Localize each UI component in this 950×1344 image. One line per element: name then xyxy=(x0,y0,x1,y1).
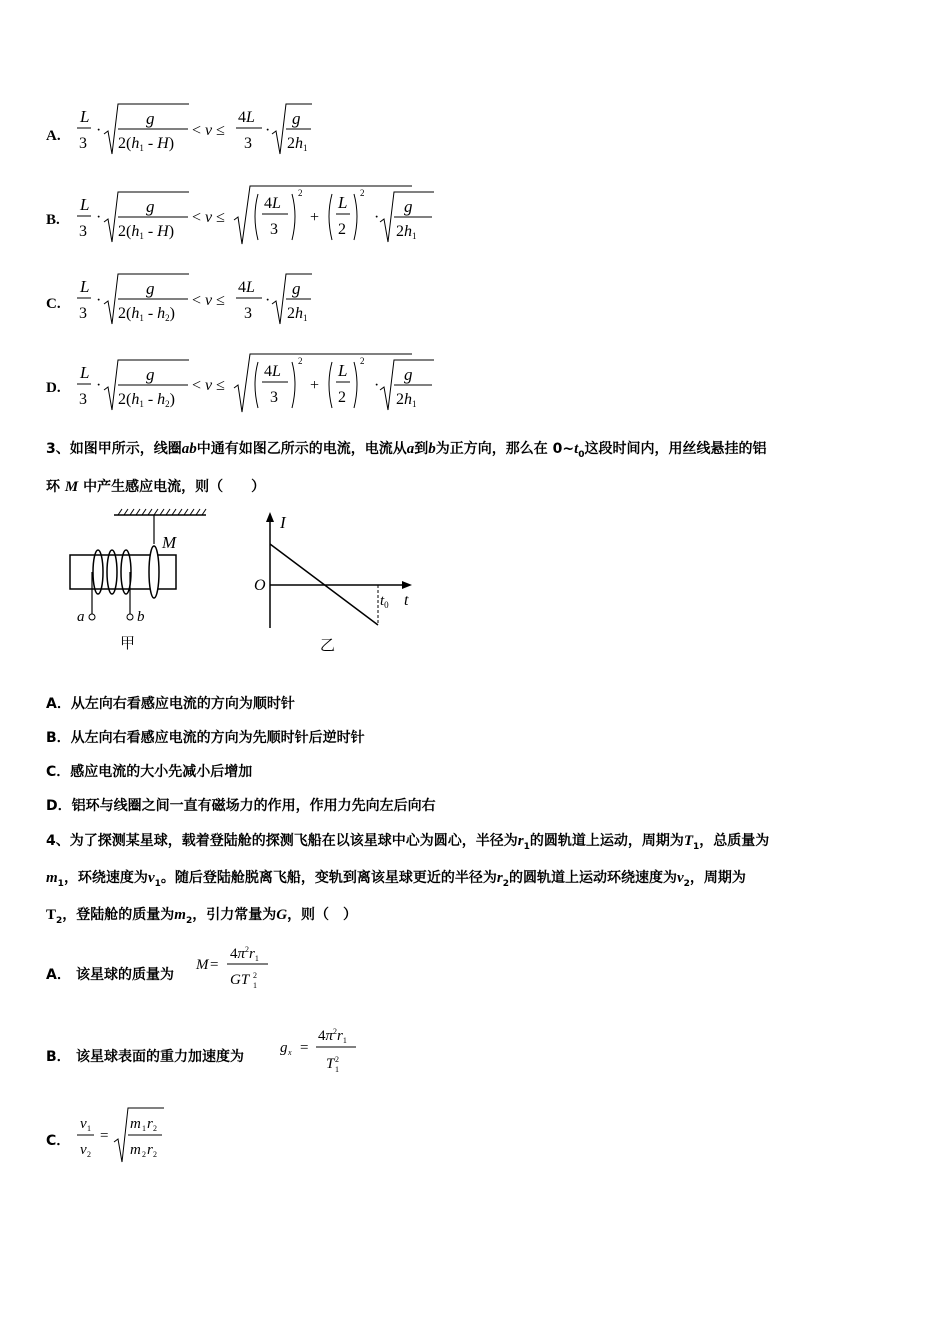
q3-stem-line1: 3、如图甲所示，线圈ab中通有如图乙所示的电流，电流从a到b为正方向，那么在 $0\sim t_0$这段时间内，用丝线悬挂的铝 xyxy=(46,441,767,460)
svg-text:+: + xyxy=(310,377,320,394)
svg-text:L: L xyxy=(80,277,90,296)
svg-text:1: 1 xyxy=(253,981,257,990)
option-label: C. xyxy=(46,296,61,312)
option-text: 铝环与线圈之间一直有磁场力的作用，作用力先向左后向右 xyxy=(71,798,436,814)
svg-text:< v ≤: < v ≤ xyxy=(192,292,225,309)
svg-text:4π2r1: $4\pi^2r_1$ xyxy=(230,945,259,963)
svg-text:1: 1 xyxy=(142,1124,146,1133)
svg-text:2: 2 xyxy=(338,389,346,406)
label-b: b xyxy=(137,609,145,625)
svg-text:2: 2 xyxy=(335,1055,339,1064)
svg-text:·: · xyxy=(96,122,102,139)
q3-option-b[interactable] xyxy=(46,727,365,747)
svg-text:·: · xyxy=(374,209,380,226)
q4-option-c-formula xyxy=(74,1104,224,1168)
svg-text:2: 2 xyxy=(153,1124,157,1133)
option-label: B. xyxy=(46,212,60,228)
svg-text:4L: 4L xyxy=(238,109,255,126)
svg-text:4L: 4L xyxy=(238,279,255,296)
svg-text:L: L xyxy=(80,363,90,382)
svg-text:L: L xyxy=(338,361,348,380)
aluminum-ring xyxy=(149,546,159,598)
svg-text:3: 3 xyxy=(244,135,252,152)
q3-figure-yi xyxy=(248,508,428,658)
q3-option-c[interactable] xyxy=(46,761,252,781)
svg-text:3: 3 xyxy=(244,305,252,322)
option-text: 从左向右看感应电流的方向为顺时针 xyxy=(70,696,295,712)
svg-text:2h1: 2h1 xyxy=(396,223,417,241)
q4-stem-line1: 4、为了探测某星球，载着登陆舱的探测飞船在以该星球中心为圆心，半径为$r_1$的圆轨道上运动，周期为$T_1$，总质量为 xyxy=(46,833,770,852)
svg-text:g: g xyxy=(146,279,155,298)
svg-text:2h1: 2h1 xyxy=(287,305,308,323)
svg-text:·: · xyxy=(96,377,102,394)
svg-text:2: 2 xyxy=(87,1150,91,1159)
svg-text:g: g xyxy=(404,197,413,216)
svg-text:=: = xyxy=(100,1128,109,1144)
svg-text:GT: GT xyxy=(230,972,250,988)
option-text: 该星球表面的重力加速度为 xyxy=(76,1049,244,1065)
svg-text:2(h1 - H): 2(h1 - H) xyxy=(118,223,175,241)
option-text: 从左向右看感应电流的方向为先顺时针后逆时针 xyxy=(70,730,365,746)
svg-text:2h1: 2h1 xyxy=(287,135,308,153)
svg-text:·: · xyxy=(265,292,271,309)
svg-text:2: 2 xyxy=(142,1150,146,1159)
label-a: a xyxy=(77,609,85,625)
option-text: 感应电流的大小先减小后增加 xyxy=(70,764,253,780)
svg-text:3: 3 xyxy=(79,135,87,152)
svg-text:3: 3 xyxy=(270,389,278,406)
label-I: I xyxy=(280,513,286,532)
svg-text:g: g xyxy=(292,279,301,298)
svg-text:4L: 4L xyxy=(264,363,281,380)
svg-text:2(h1 - h2): 2(h1 - h2) xyxy=(118,391,175,409)
caption-yi: 乙 xyxy=(320,638,336,654)
svg-text:·: · xyxy=(265,122,271,139)
svg-text:2h1: 2h1 xyxy=(396,391,417,409)
svg-text:g: g xyxy=(146,109,155,128)
svg-text:+: + xyxy=(310,209,320,226)
q4-stem-line3: $T_2$，登陆舱的质量为$m_2$，引力常量为G，则（ ） xyxy=(46,907,358,926)
svg-text:3: 3 xyxy=(270,221,278,238)
svg-text:L: L xyxy=(80,107,90,126)
svg-text:T: T xyxy=(326,1056,335,1072)
svg-text:2: 2 xyxy=(360,188,365,198)
terminal-b xyxy=(127,614,133,620)
q3-option-d[interactable] xyxy=(46,795,436,815)
q3-option-a[interactable] xyxy=(46,693,295,713)
option-label: D． xyxy=(46,798,72,814)
option-label: C． xyxy=(46,764,71,780)
t-axis-arrow xyxy=(402,581,412,589)
svg-text:2: 2 xyxy=(360,356,365,366)
ceiling-hatch xyxy=(118,509,206,515)
option-label: A. xyxy=(46,128,61,144)
svg-text:2: 2 xyxy=(338,221,346,238)
caption-jia: 甲 xyxy=(120,636,136,652)
svg-text:3: 3 xyxy=(79,223,87,240)
q2-option-d-formula xyxy=(74,352,464,418)
svg-text:g: g xyxy=(146,365,155,384)
label-t: t xyxy=(404,592,409,609)
svg-text:1: 1 xyxy=(335,1065,339,1074)
svg-text:3: 3 xyxy=(79,305,87,322)
option-label: B． xyxy=(46,1049,71,1065)
svg-text:2: 2 xyxy=(253,971,257,980)
svg-text:2: 2 xyxy=(298,188,303,198)
option-label: D. xyxy=(46,380,61,396)
svg-text:r: r xyxy=(147,1116,153,1132)
svg-text:M: M xyxy=(196,957,209,973)
svg-text:·: · xyxy=(374,377,380,394)
svg-text:g: g xyxy=(280,1040,288,1056)
q3-figure-jia xyxy=(62,506,222,656)
svg-text:2(h1 - H): 2(h1 - H) xyxy=(118,135,175,153)
svg-text:x: x xyxy=(288,1048,292,1057)
svg-text:L: L xyxy=(80,195,90,214)
label-t0: $t_0$ xyxy=(380,593,389,610)
svg-text:r: r xyxy=(147,1142,153,1158)
q4-stem-line2: $m_1$，环绕速度为$v_1$。随后登陆舱脱离飞船，变轨到离该星球更近的半径为$r_2$的圆轨道上运动环绕速度为$v_2$，周期为 xyxy=(46,870,746,889)
svg-text:2: 2 xyxy=(153,1150,157,1159)
svg-text:·: · xyxy=(96,209,102,226)
svg-text:3: 3 xyxy=(79,391,87,408)
terminal-a xyxy=(89,614,95,620)
coil xyxy=(93,550,131,594)
svg-text:v: v xyxy=(80,1142,87,1158)
svg-text:g: g xyxy=(146,197,155,216)
q3-stem-line2: 环 M 中产生感应电流，则（ ） xyxy=(46,479,266,495)
svg-text:g: g xyxy=(292,109,301,128)
option-label: A． xyxy=(46,967,71,983)
q2-option-c-formula xyxy=(74,270,364,332)
svg-text:=: = xyxy=(210,957,219,973)
svg-text:2(h1 - h2): 2(h1 - h2) xyxy=(118,305,175,323)
svg-text:=: = xyxy=(300,1040,309,1056)
option-label: A． xyxy=(46,696,71,712)
svg-text:< v ≤: < v ≤ xyxy=(192,209,225,226)
i-axis-arrow xyxy=(266,512,274,522)
option-text: 该星球的质量为 xyxy=(76,967,174,983)
svg-text:g: g xyxy=(404,365,413,384)
svg-text:·: · xyxy=(96,292,102,309)
q2-option-b-formula xyxy=(74,184,464,250)
label-O: O xyxy=(254,577,266,594)
option-label: B． xyxy=(46,730,71,746)
label-M: M xyxy=(162,533,177,552)
svg-text:v: v xyxy=(80,1116,87,1132)
svg-text:4π2r1: $4\pi^2r_1$ xyxy=(318,1027,347,1045)
svg-text:4L: 4L xyxy=(264,195,281,212)
svg-text:2: 2 xyxy=(298,356,303,366)
svg-text:L: L xyxy=(338,193,348,212)
q4-option-a-formula xyxy=(194,938,294,992)
svg-text:< v ≤: < v ≤ xyxy=(192,377,225,394)
svg-text:m: m xyxy=(130,1142,141,1158)
q4-option-b-formula xyxy=(278,1020,378,1078)
svg-text:< v ≤: < v ≤ xyxy=(192,122,225,139)
svg-text:1: 1 xyxy=(87,1124,91,1133)
option-label: C． xyxy=(46,1133,71,1149)
svg-text:m: m xyxy=(130,1116,141,1132)
q2-option-a-formula xyxy=(74,100,364,162)
core-rod xyxy=(70,555,176,589)
